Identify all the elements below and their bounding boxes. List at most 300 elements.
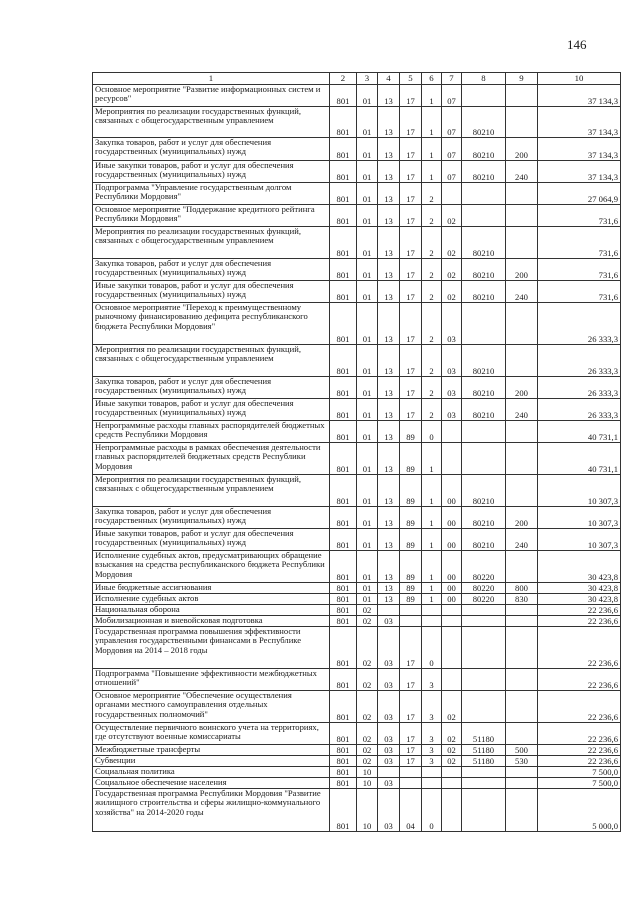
code-subsection: 03	[378, 789, 400, 832]
row-amount: 10 307,3	[538, 507, 621, 529]
code-gr: 801	[330, 475, 357, 507]
code-gr: 801	[330, 756, 357, 767]
code-subprogram: 2	[422, 377, 442, 399]
table-row	[93, 691, 621, 723]
row-amount: 37 134,3	[538, 161, 621, 183]
table-row	[93, 789, 621, 832]
code-program: 89	[400, 507, 422, 529]
table-row	[93, 85, 621, 107]
code-gr: 801	[330, 583, 357, 594]
code-subsection: 13	[378, 529, 400, 551]
code-measure: 02	[442, 227, 462, 259]
table-row	[93, 161, 621, 183]
table-row	[93, 138, 621, 161]
code-gr: 801	[330, 745, 357, 756]
row-name: Национальная оборона	[93, 605, 330, 616]
code-section: 01	[357, 138, 378, 161]
code-direction	[462, 85, 506, 107]
table-row	[93, 421, 621, 443]
table-row	[93, 377, 621, 399]
code-expense-type	[506, 85, 538, 107]
code-subprogram: 2	[422, 183, 442, 205]
code-measure: 02	[442, 756, 462, 767]
code-expense-type	[506, 605, 538, 616]
code-program: 17	[400, 281, 422, 303]
column-header: 5	[400, 73, 422, 85]
code-section: 01	[357, 107, 378, 138]
code-program: 89	[400, 475, 422, 507]
code-expense-type	[506, 767, 538, 778]
table-row	[93, 551, 621, 583]
code-gr: 801	[330, 85, 357, 107]
code-expense-type: 530	[506, 756, 538, 767]
row-name: Мероприятия по реализации государственных функций, связанных с общегосударственным управлением	[93, 227, 330, 259]
table-row	[93, 345, 621, 377]
code-gr: 801	[330, 669, 357, 691]
table-row	[93, 107, 621, 138]
code-subsection	[378, 767, 400, 778]
row-amount: 5 000,0	[538, 789, 621, 832]
code-subsection: 13	[378, 583, 400, 594]
code-gr: 801	[330, 303, 357, 345]
code-program	[400, 605, 422, 616]
code-section: 01	[357, 377, 378, 399]
code-gr: 801	[330, 594, 357, 605]
code-direction	[462, 205, 506, 227]
code-direction: 51180	[462, 756, 506, 767]
code-expense-type	[506, 551, 538, 583]
code-program: 17	[400, 161, 422, 183]
code-subsection: 03	[378, 627, 400, 669]
code-subprogram: 2	[422, 399, 442, 421]
code-direction	[462, 183, 506, 205]
code-expense-type	[506, 616, 538, 627]
code-subprogram: 2	[422, 205, 442, 227]
table-row	[93, 756, 621, 767]
code-measure	[442, 669, 462, 691]
row-amount: 26 333,3	[538, 345, 621, 377]
code-direction	[462, 669, 506, 691]
code-gr: 801	[330, 551, 357, 583]
row-amount: 22 236,6	[538, 616, 621, 627]
code-subsection: 13	[378, 399, 400, 421]
code-section: 01	[357, 345, 378, 377]
code-subprogram: 1	[422, 443, 442, 475]
row-name: Межбюджетные трансферты	[93, 745, 330, 756]
table-row	[93, 281, 621, 303]
code-program: 89	[400, 529, 422, 551]
code-subsection: 03	[378, 691, 400, 723]
code-measure: 02	[442, 745, 462, 756]
code-measure: 02	[442, 723, 462, 745]
code-subsection: 13	[378, 205, 400, 227]
code-program: 89	[400, 551, 422, 583]
code-expense-type	[506, 183, 538, 205]
code-section: 01	[357, 551, 378, 583]
code-measure	[442, 421, 462, 443]
code-gr: 801	[330, 767, 357, 778]
code-direction	[462, 421, 506, 443]
code-program: 17	[400, 399, 422, 421]
row-name: Закупка товаров, работ и услуг для обеспечения государственных (муниципальных) нужд	[93, 138, 330, 161]
table-header-row	[93, 73, 621, 85]
code-program: 17	[400, 723, 422, 745]
row-name: Иные закупки товаров, работ и услуг для обеспечения государственных (муниципальных) нужд	[93, 529, 330, 551]
code-gr: 801	[330, 345, 357, 377]
code-subsection: 13	[378, 138, 400, 161]
code-section: 02	[357, 616, 378, 627]
code-measure	[442, 443, 462, 475]
row-name: Субвенции	[93, 756, 330, 767]
code-measure: 07	[442, 138, 462, 161]
row-name: Непрограммные расходы главных распорядителей бюджетных средств Республики Мордовия	[93, 421, 330, 443]
row-amount: 10 307,3	[538, 475, 621, 507]
code-subsection: 13	[378, 345, 400, 377]
row-name: Иные закупки товаров, работ и услуг для обеспечения государственных (муниципальных) нужд	[93, 161, 330, 183]
row-amount: 40 731,1	[538, 421, 621, 443]
code-subprogram: 2	[422, 227, 442, 259]
code-section: 01	[357, 205, 378, 227]
code-section: 01	[357, 303, 378, 345]
table-row	[93, 443, 621, 475]
code-subsection: 13	[378, 507, 400, 529]
table-row	[93, 507, 621, 529]
code-subsection: 13	[378, 475, 400, 507]
code-program: 17	[400, 138, 422, 161]
code-subprogram: 1	[422, 551, 442, 583]
code-measure	[442, 605, 462, 616]
code-expense-type	[506, 303, 538, 345]
row-amount: 22 236,6	[538, 605, 621, 616]
code-gr: 801	[330, 691, 357, 723]
code-subprogram	[422, 778, 442, 789]
code-expense-type	[506, 107, 538, 138]
code-program: 17	[400, 691, 422, 723]
table-row	[93, 399, 621, 421]
code-subsection: 03	[378, 616, 400, 627]
code-expense-type	[506, 205, 538, 227]
code-direction: 80210	[462, 529, 506, 551]
code-subsection: 13	[378, 421, 400, 443]
code-program: 17	[400, 85, 422, 107]
code-gr: 801	[330, 616, 357, 627]
code-subsection: 13	[378, 161, 400, 183]
code-subsection: 03	[378, 723, 400, 745]
code-subsection: 03	[378, 756, 400, 767]
code-gr: 801	[330, 205, 357, 227]
code-direction: 80210	[462, 377, 506, 399]
row-amount: 10 307,3	[538, 529, 621, 551]
row-amount: 731,6	[538, 227, 621, 259]
code-expense-type	[506, 421, 538, 443]
table-row	[93, 594, 621, 605]
code-subprogram	[422, 616, 442, 627]
row-amount: 27 064,9	[538, 183, 621, 205]
code-subsection: 13	[378, 107, 400, 138]
row-name: Исполнение судебных актов	[93, 594, 330, 605]
code-expense-type	[506, 789, 538, 832]
code-subsection: 13	[378, 183, 400, 205]
table-row	[93, 745, 621, 756]
code-measure: 02	[442, 259, 462, 281]
table-body	[93, 85, 621, 832]
column-header: 2	[330, 73, 357, 85]
code-measure	[442, 789, 462, 832]
code-direction	[462, 443, 506, 475]
code-direction	[462, 303, 506, 345]
code-subprogram: 3	[422, 723, 442, 745]
row-name: Подпрограмма "Управление государственным долгом Республики Мордовия"	[93, 183, 330, 205]
row-amount: 7 500,0	[538, 767, 621, 778]
row-amount: 731,6	[538, 281, 621, 303]
code-gr: 801	[330, 627, 357, 669]
code-expense-type	[506, 691, 538, 723]
code-direction	[462, 627, 506, 669]
row-name: Осуществление первичного воинского учета на территориях, где отсутствуют военные комиссариаты	[93, 723, 330, 745]
code-subsection: 13	[378, 443, 400, 475]
code-program: 89	[400, 443, 422, 475]
code-section: 01	[357, 443, 378, 475]
code-gr: 801	[330, 138, 357, 161]
code-subprogram	[422, 767, 442, 778]
code-gr: 801	[330, 778, 357, 789]
code-measure	[442, 183, 462, 205]
code-section: 10	[357, 778, 378, 789]
code-direction: 80220	[462, 594, 506, 605]
column-header: 6	[422, 73, 442, 85]
row-amount: 26 333,3	[538, 399, 621, 421]
row-amount: 7 500,0	[538, 778, 621, 789]
code-gr: 801	[330, 259, 357, 281]
row-amount: 40 731,1	[538, 443, 621, 475]
code-measure	[442, 627, 462, 669]
row-name: Основное мероприятие "Переход к преимущественному рыночному финансированию дефицита республиканского бюджета Республики Мордовия"	[93, 303, 330, 345]
code-gr: 801	[330, 107, 357, 138]
row-amount: 731,6	[538, 259, 621, 281]
code-direction: 80220	[462, 551, 506, 583]
table-row	[93, 627, 621, 669]
code-direction: 51180	[462, 745, 506, 756]
row-amount: 37 134,3	[538, 107, 621, 138]
code-expense-type	[506, 669, 538, 691]
code-measure: 03	[442, 345, 462, 377]
code-measure: 03	[442, 399, 462, 421]
code-gr: 801	[330, 443, 357, 475]
code-subsection: 13	[378, 594, 400, 605]
table-row	[93, 183, 621, 205]
row-name: Мероприятия по реализации государственных функций, связанных с общегосударственным управлением	[93, 345, 330, 377]
row-amount: 26 333,3	[538, 303, 621, 345]
code-subprogram: 1	[422, 107, 442, 138]
code-direction	[462, 605, 506, 616]
code-subsection: 03	[378, 778, 400, 789]
code-measure: 02	[442, 281, 462, 303]
code-section: 02	[357, 691, 378, 723]
code-section: 02	[357, 745, 378, 756]
code-subsection: 13	[378, 85, 400, 107]
code-measure	[442, 778, 462, 789]
code-direction: 80210	[462, 138, 506, 161]
code-direction: 80210	[462, 227, 506, 259]
code-measure: 00	[442, 475, 462, 507]
code-section: 01	[357, 529, 378, 551]
code-section: 02	[357, 605, 378, 616]
column-header: 9	[506, 73, 538, 85]
code-subsection: 03	[378, 745, 400, 756]
code-subprogram: 1	[422, 475, 442, 507]
code-subsection: 03	[378, 669, 400, 691]
row-name: Закупка товаров, работ и услуг для обеспечения государственных (муниципальных) нужд	[93, 507, 330, 529]
row-amount: 22 236,6	[538, 691, 621, 723]
code-section: 02	[357, 756, 378, 767]
table-row	[93, 529, 621, 551]
code-program: 17	[400, 107, 422, 138]
code-direction: 80210	[462, 399, 506, 421]
code-direction	[462, 789, 506, 832]
row-name: Социальное обеспечение населения	[93, 778, 330, 789]
code-subprogram: 3	[422, 669, 442, 691]
row-amount: 30 423,8	[538, 594, 621, 605]
row-name: Мобилизационная и вневойсковая подготовка	[93, 616, 330, 627]
table-row	[93, 605, 621, 616]
row-amount: 37 134,3	[538, 85, 621, 107]
code-measure: 03	[442, 377, 462, 399]
code-gr: 801	[330, 789, 357, 832]
code-section: 01	[357, 85, 378, 107]
code-expense-type	[506, 345, 538, 377]
code-gr: 801	[330, 507, 357, 529]
code-direction: 80210	[462, 259, 506, 281]
code-subsection: 13	[378, 551, 400, 583]
code-direction: 51180	[462, 723, 506, 745]
row-name: Мероприятия по реализации государственных функций, связанных с общегосударственным управлением	[93, 107, 330, 138]
code-section: 01	[357, 421, 378, 443]
row-name: Непрограммные расходы в рамках обеспечения деятельности главных распорядителей бюджетных средств Республики Мордовия	[93, 443, 330, 475]
code-section: 02	[357, 669, 378, 691]
row-amount: 22 236,6	[538, 627, 621, 669]
code-subprogram: 1	[422, 594, 442, 605]
code-direction: 80210	[462, 107, 506, 138]
code-expense-type: 200	[506, 259, 538, 281]
table-row	[93, 227, 621, 259]
code-measure: 07	[442, 161, 462, 183]
row-amount: 26 333,3	[538, 377, 621, 399]
code-section: 01	[357, 399, 378, 421]
code-measure: 02	[442, 691, 462, 723]
code-section: 01	[357, 281, 378, 303]
code-direction: 80210	[462, 507, 506, 529]
code-measure: 02	[442, 205, 462, 227]
column-header: 4	[378, 73, 400, 85]
code-direction: 80220	[462, 583, 506, 594]
code-section: 10	[357, 767, 378, 778]
code-gr: 801	[330, 421, 357, 443]
row-amount: 37 134,3	[538, 138, 621, 161]
row-name: Иные бюджетные ассигнования	[93, 583, 330, 594]
code-program: 17	[400, 756, 422, 767]
code-measure: 00	[442, 529, 462, 551]
code-expense-type: 800	[506, 583, 538, 594]
code-direction: 80210	[462, 475, 506, 507]
code-program: 89	[400, 594, 422, 605]
code-subprogram: 0	[422, 421, 442, 443]
code-subprogram: 0	[422, 789, 442, 832]
code-section: 01	[357, 507, 378, 529]
row-name: Исполнение судебных актов, предусматривающих обращение взыскания на средства республиканского бюджета Республики Мордовия	[93, 551, 330, 583]
table-row	[93, 767, 621, 778]
row-amount: 22 236,6	[538, 669, 621, 691]
row-name: Основное мероприятие "Поддержание кредитного рейтинга Республики Мордовия"	[93, 205, 330, 227]
code-program: 17	[400, 227, 422, 259]
code-measure: 03	[442, 303, 462, 345]
column-header: 8	[462, 73, 506, 85]
column-header: 7	[442, 73, 462, 85]
code-subprogram: 2	[422, 281, 442, 303]
table-row	[93, 616, 621, 627]
code-subprogram: 2	[422, 345, 442, 377]
code-subsection: 13	[378, 303, 400, 345]
code-direction: 80210	[462, 281, 506, 303]
code-subprogram: 1	[422, 583, 442, 594]
code-section: 02	[357, 627, 378, 669]
table-row	[93, 778, 621, 789]
code-expense-type: 200	[506, 507, 538, 529]
code-gr: 801	[330, 377, 357, 399]
code-subprogram: 3	[422, 691, 442, 723]
code-expense-type: 200	[506, 377, 538, 399]
code-program: 17	[400, 627, 422, 669]
code-gr: 801	[330, 605, 357, 616]
row-name: Социальная политика	[93, 767, 330, 778]
code-subprogram: 1	[422, 85, 442, 107]
code-program: 17	[400, 669, 422, 691]
code-measure: 00	[442, 551, 462, 583]
code-direction: 80210	[462, 161, 506, 183]
column-header: 3	[357, 73, 378, 85]
code-measure: 07	[442, 85, 462, 107]
row-name: Государственная программа повышения эффективности управления государственными финансами в Республике Мордовия на 2014 – 2018 годы	[93, 627, 330, 669]
code-section: 01	[357, 259, 378, 281]
code-subprogram: 3	[422, 756, 442, 767]
column-header: 10	[538, 73, 621, 85]
row-name: Мероприятия по реализации государственных функций, связанных с общегосударственным управлением	[93, 475, 330, 507]
code-direction: 80210	[462, 345, 506, 377]
code-program: 17	[400, 205, 422, 227]
row-amount: 30 423,8	[538, 583, 621, 594]
code-program: 04	[400, 789, 422, 832]
code-gr: 801	[330, 723, 357, 745]
code-subsection: 13	[378, 227, 400, 259]
code-section: 01	[357, 183, 378, 205]
row-name: Государственная программа Республики Мордовия "Развитие жилищного строительства и сферы жилищно-коммунального хозяйства" на 2014-2020 годы	[93, 789, 330, 832]
table-row	[93, 669, 621, 691]
code-gr: 801	[330, 183, 357, 205]
row-name: Подпрограмма "Повышение эффективности межбюджетных отношений"	[93, 669, 330, 691]
row-name: Иные закупки товаров, работ и услуг для обеспечения государственных (муниципальных) нужд	[93, 399, 330, 421]
row-name: Закупка товаров, работ и услуг для обеспечения государственных (муниципальных) нужд	[93, 377, 330, 399]
code-gr: 801	[330, 399, 357, 421]
code-program: 89	[400, 583, 422, 594]
code-measure: 07	[442, 107, 462, 138]
code-expense-type	[506, 778, 538, 789]
code-program	[400, 616, 422, 627]
code-expense-type: 500	[506, 745, 538, 756]
code-program	[400, 767, 422, 778]
code-section: 01	[357, 583, 378, 594]
code-expense-type: 200	[506, 138, 538, 161]
row-amount: 731,6	[538, 205, 621, 227]
code-subsection: 13	[378, 259, 400, 281]
